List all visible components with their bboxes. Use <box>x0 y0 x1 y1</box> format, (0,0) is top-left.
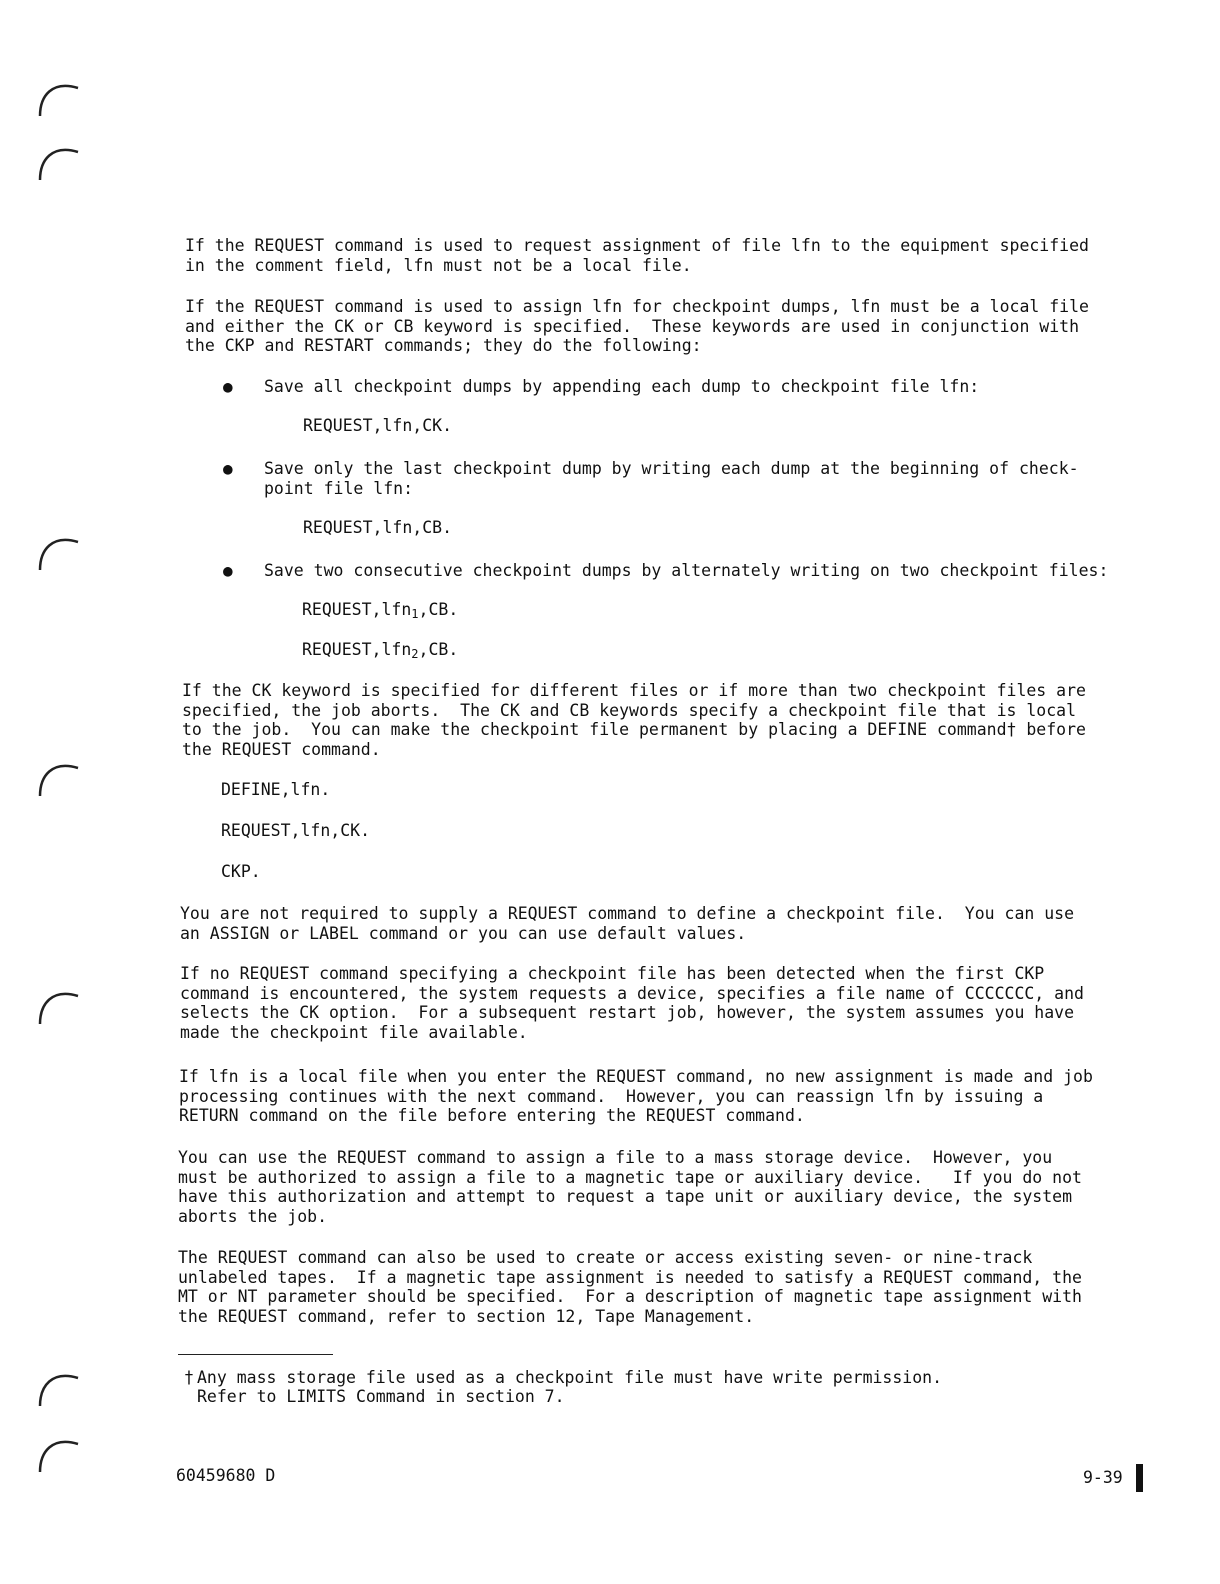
binder-hole-mark <box>36 1362 84 1410</box>
paragraph-no-request: If no REQUEST command specifying a checkpoint file has been detected when the first CKP command is encountered, the system requests a device, specifies a file name of CCCCCCC, and selects the CK option. For a subsequent restart job, however, the system assumes you have made the checkpoint file available. <box>180 964 1084 1042</box>
bullet-item-last-dump: Save only the last checkpoint dump by writing each dump at the beginning of check- point file lfn: <box>264 459 1079 498</box>
paragraph-checkpoint-intro: If the REQUEST command is used to assign lfn for checkpoint dumps, lfn must be a local file and either the CK or CB keyword is specified. These keywords are used in conjunction with the CKP and RESTART commands; they do the following: <box>185 297 1089 355</box>
code-example: REQUEST,lfn,CB. <box>303 518 453 537</box>
document-number: 60459680 D <box>176 1466 276 1485</box>
code-example: REQUEST,lfn,CK. <box>221 821 371 840</box>
binder-hole-mark <box>36 72 84 120</box>
binder-hole-mark <box>36 980 84 1028</box>
binder-hole-mark <box>36 526 84 574</box>
code-example: REQUEST,lfn$_2$,CB. <box>302 640 459 661</box>
code-example: CKP. <box>221 862 261 881</box>
binder-hole-mark <box>36 1428 84 1476</box>
paragraph-tapes: The REQUEST command can also be used to create or access existing seven- or nine-track unlabeled tapes. If a magnetic tape assignment is needed to satisfy a REQUEST command, the MT or NT parameter should be specified. For a description of magnetic tape assignment with the REQUEST command, refer to section 12, Tape Management. <box>178 1248 1082 1326</box>
bullet-icon: ● <box>223 459 233 478</box>
code-example: REQUEST,lfn,CK. <box>303 416 453 435</box>
binder-hole-mark <box>36 752 84 800</box>
paragraph-equipment-assignment: If the REQUEST command is used to request assignment of file lfn to the equipment specified in the comment field, lfn must not be a local file. <box>185 236 1089 275</box>
page-number: 9-39 <box>1083 1468 1123 1487</box>
bullet-item-append: Save all checkpoint dumps by appending each dump to checkpoint file lfn: <box>264 377 980 396</box>
paragraph-ck-keyword: If the CK keyword is specified for different files or if more than two checkpoint files are specified, the job aborts. The CK and CB keywords specify a checkpoint file that is local to the job. You can make the checkpoint file permanent by placing a DEFINE command† before the REQUEST command. <box>182 681 1086 759</box>
paragraph-local-file: If lfn is a local file when you enter the REQUEST command, no new assignment is made and job processing continues with the next command. However, you can reassign lfn by issuing a RETURN command on the file before entering the REQUEST command. <box>179 1067 1093 1125</box>
binder-hole-mark <box>36 136 84 184</box>
footnote-line: Any mass storage file used as a checkpoint file must have write permission. <box>197 1368 943 1387</box>
footnote-marker: † <box>184 1368 194 1387</box>
bullet-item-two-files: Save two consecutive checkpoint dumps by alternately writing on two checkpoint files: <box>264 561 1109 580</box>
code-example: REQUEST,lfn$_1$,CB. <box>302 600 459 621</box>
bullet-icon: ● <box>223 377 233 396</box>
footnote-line: Refer to LIMITS Command in section 7. <box>197 1387 565 1406</box>
bullet-icon: ● <box>223 561 233 580</box>
paragraph-mass-storage: You can use the REQUEST command to assign a file to a mass storage device. However, you must be authorized to assign a file to a magnetic tape or auxiliary device. If you do not have this authorization and attempt to request a tape unit or auxiliary device, the system aborts the job. <box>178 1148 1082 1226</box>
footnote-divider <box>178 1354 333 1355</box>
paragraph-not-required: You are not required to supply a REQUEST command to define a checkpoint file. You can use an ASSIGN or LABEL command or you can use default values. <box>180 904 1075 943</box>
change-bar <box>1136 1464 1143 1492</box>
code-example: DEFINE,lfn. <box>221 780 331 799</box>
